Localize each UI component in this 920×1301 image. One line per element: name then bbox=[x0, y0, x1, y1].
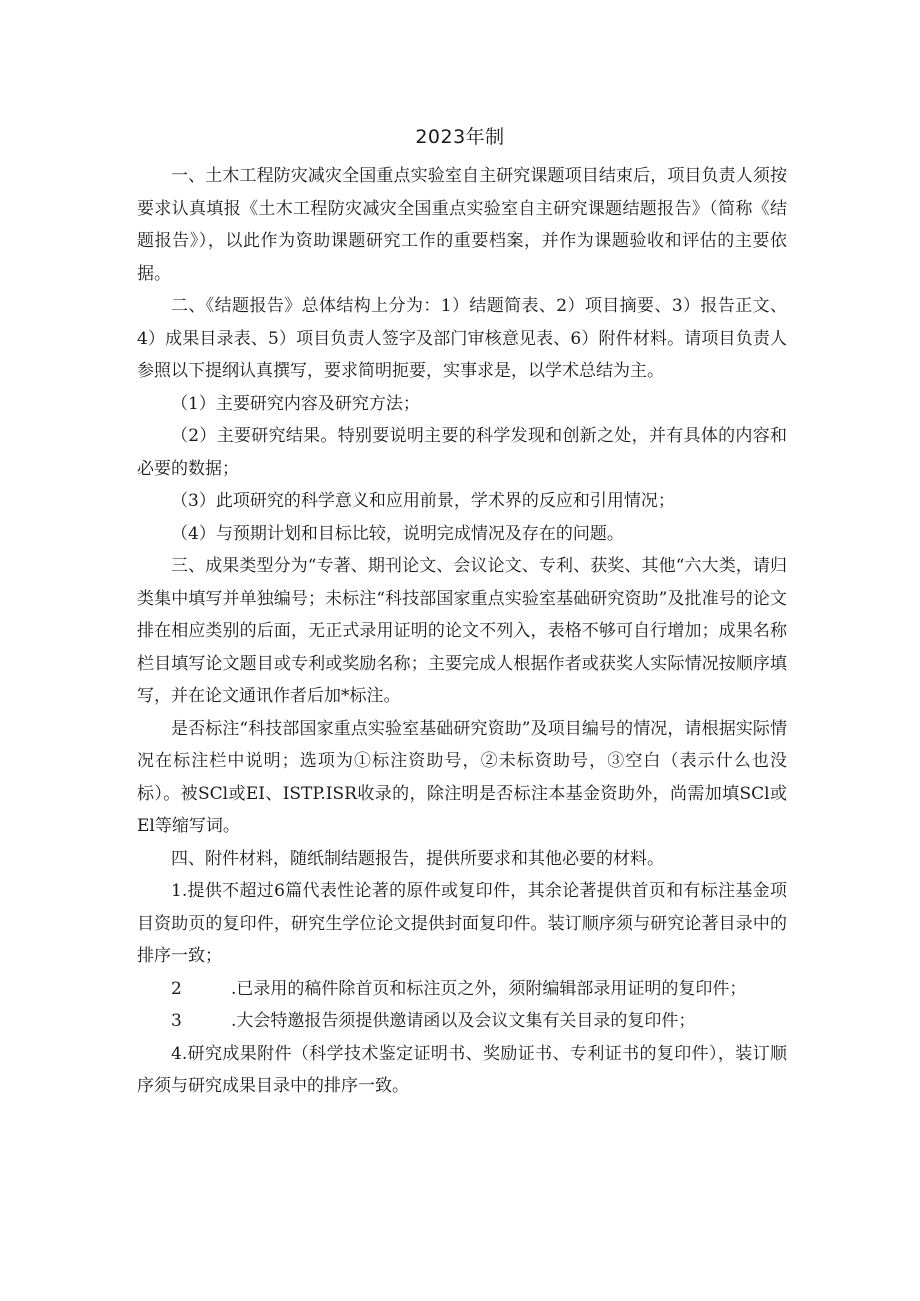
attachment-item-2 bbox=[137, 973, 787, 1006]
paragraph-section-1: 一、土木工程防灾减灾全国重点实验室自主研究课题项目结束后，项目负责人须按要求认真填报《土木工程防灾减灾全国重点实验室自主研究课题结题报告》（简称《结题报告》），以此作为资助课题研究工作的重要档案，并作为课题验收和评估的主要依据。 bbox=[137, 166, 787, 284]
outline-item-1: （1）主要研究内容及研究方法； bbox=[171, 393, 420, 414]
paragraph-annotation-note: 是否标注“科技部国家重点实验室基础研究资助”及项目编号的情况，请根据实际情况在标注栏中说明；选项为①标注资助号，②未标资助号，③空白（表示什么也没标）。被SCl或EI、ISTP.ISR收录的，除注明是否标注本基金资助外，尚需加填SCl或El等缩写词。 bbox=[137, 718, 787, 836]
paragraph-section-2: 二、《结题报告》总体结构上分为：1）结题简表、2）项目摘要、3）报告正文、4）成果目录表、5）项目负责人签字及部门审核意见表、6）附件材料。请项目负责人参照以下提纲认真撰写，要求简明扼要，实事求是，以学术总结为主。 bbox=[137, 296, 787, 381]
document-year-title: 2023年制 bbox=[415, 126, 505, 148]
attachment-item-2-text: .已录用的稿件除首页和标注页之外，须附编辑部录用证明的复印件； bbox=[231, 978, 747, 999]
outline-item-3: （3）此项研究的科学意义和应用前景，学术界的反应和引用情况； bbox=[171, 491, 675, 511]
paragraph-section-4: 四、附件材料，随纸制结题报告，提供所要求和其他必要的材料。 bbox=[171, 848, 664, 869]
outline-item-4: （4）与预期计划和目标比较，说明完成情况及存在的问题。 bbox=[171, 523, 624, 544]
document-body bbox=[137, 160, 787, 1103]
paragraph-section-3: 三、成果类型分为“专著、期刊论文、会议论文、专利、获奖、其他“六大类，请归类集中填写并单独编号；未标注“科技部国家重点实验室基础研究资助”及批准号的论文排在相应类别的后面，无正式录用证明的论文不列入，表格不够可自行增加；成果名称栏目填写论文题目或专利或奖励名称；主要完成人根据作者或获奖人实际情况按顺序填写，并在论文通讯作者后加*标注。 bbox=[137, 556, 787, 706]
outline-item-2: （2）主要研究结果。特别要说明主要的科学发现和创新之处，并有具体的内容和必要的数据； bbox=[137, 426, 787, 479]
attachment-item-3 bbox=[137, 1005, 787, 1038]
attachment-item-4: 4.研究成果附件（科学技术鉴定证明书、奖励证书、专利证书的复印件），装订顺序须与研究成果目录中的排序一致。 bbox=[137, 1043, 787, 1096]
attachment-item-3-text: .大会特邀报告须提供邀请函以及会议文集有关目录的复印件； bbox=[231, 1011, 696, 1031]
attachment-item-2-number: 2 bbox=[171, 978, 182, 999]
attachment-item-3-number: 3 bbox=[171, 1011, 182, 1031]
attachment-item-1: 1.提供不超过6篇代表性论著的原件或复印件，其余论著提供首页和有标注基金项目资助页的复印件，研究生学位论文提供封面复印件。装订顺序须与研究论著目录中的排序一致； bbox=[137, 881, 787, 966]
